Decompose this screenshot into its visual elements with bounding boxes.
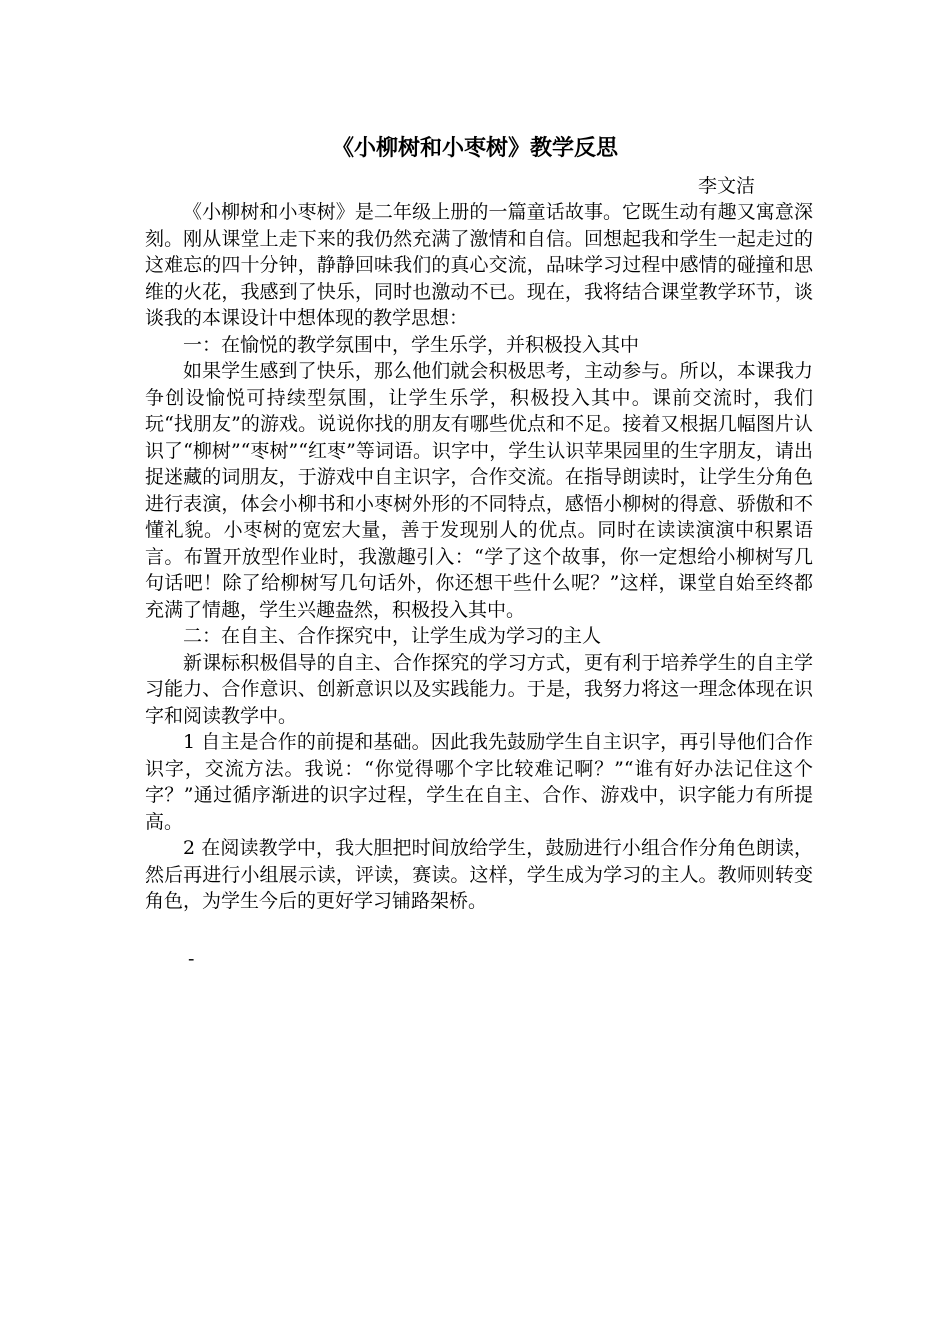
document-body	[145, 199, 813, 915]
section-heading-2: 二：在自主、合作探究中，让学生成为学习的主人	[183, 625, 602, 647]
paragraph-intro: 《小柳树和小枣树》是二年级上册的一篇童话故事。它既生动有趣又寓意深刻。刚从课堂上走下来的我仍然充满了激情和自信。回想起我和学生一起走过的这难忘的四十分钟，静静回味我们的真心交流，品味学习过程中感情的碰撞和思维的火花，我感到了快乐，同时也激动不已。现在，我将结合课堂教学环节，谈谈我的本课设计中想体现的教学思想：	[145, 201, 813, 329]
paragraph-point-1: 1 自主是合作的前提和基础。因此我先鼓励学生自主识字，再引导他们合作识字，交流方法。我说：“你觉得哪个字比较难记啊？”“谁有好办法记住这个字？”通过循序渐进的识字过程，学生在自主、合作、游戏中，识字能力有所提高。	[145, 731, 813, 833]
paragraph-section-2: 新课标积极倡导的自主、合作探究的学习方式，更有利于培养学生的自主学习能力、合作意识、创新意识以及实践能力。于是，我努力将这一理念体现在识字和阅读教学中。	[145, 651, 813, 727]
paragraph-section-1: 如果学生感到了快乐，那么他们就会积极思考，主动参与。所以，本课我力争创设愉悦可持续型氛围，让学生乐学，积极投入其中。课前交流时，我们玩“找朋友”的游戏。说说你找的朋友有哪些优点和不足。接着又根据几幅图片认识了“柳树”“枣树”“红枣”等词语。识字中，学生认识苹果园里的生字朋友，请出捉迷藏的词朋友，于游戏中自主识字，合作交流。在指导朗读时，让学生分角色进行表演，体会小柳书和小枣树外形的不同特点，感悟小柳树的得意、骄傲和不懂礼貌。小枣树的宽宏大量，善于发现别人的优点。同时在读读演演中积累语言。布置开放型作业时，我激趣引入：“学了这个故事，你一定想给小柳树写几句话吧！除了给柳树写几句话外，你还想干些什么呢？”这样，课堂自始至终都充满了情趣，学生兴趣盎然，积极投入其中。	[145, 360, 813, 621]
trailing-mark: -	[188, 948, 195, 970]
author-name: 李文洁	[698, 175, 756, 197]
document-title: 《小柳树和小枣树》教学反思	[331, 136, 618, 161]
paragraph-point-2: 2 在阅读教学中，我大胆把时间放给学生，鼓励进行小组合作分角色朗读，然后再进行小组展示读，评读，赛读。这样，学生成为学习的主人。教师则转变角色，为学生今后的更好学习铺路架桥。	[145, 837, 813, 912]
section-heading-1: 一：在愉悦的教学氛围中，学生乐学，并积极投入其中	[183, 333, 640, 356]
